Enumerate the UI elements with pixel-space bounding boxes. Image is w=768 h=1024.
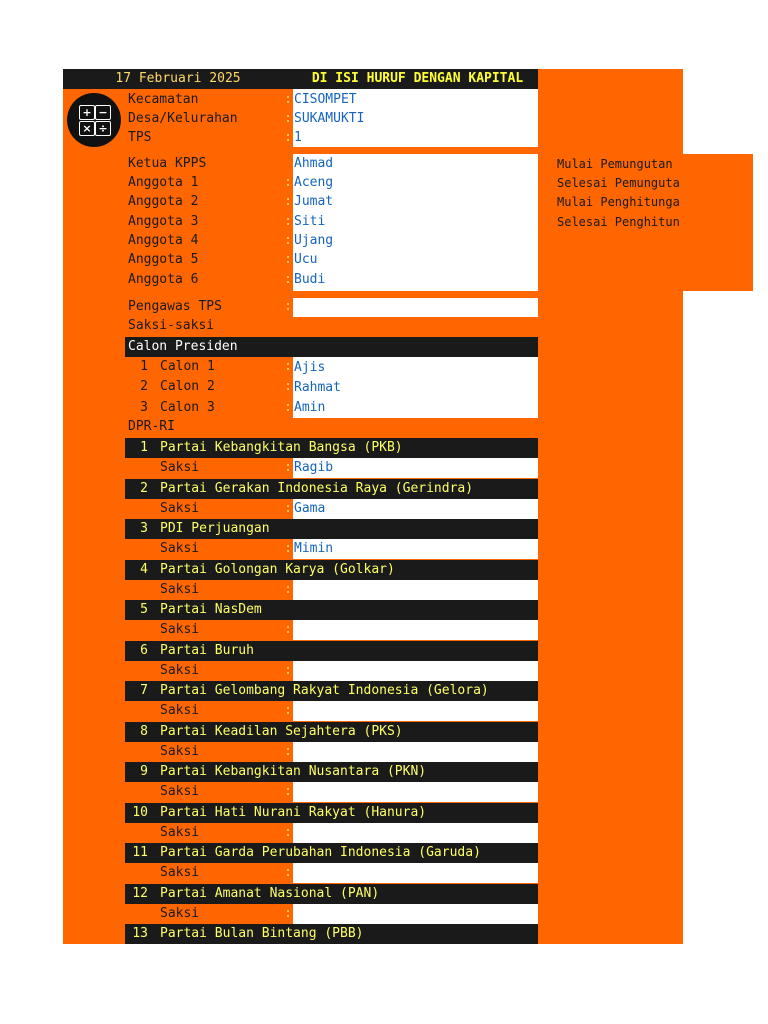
colon: : xyxy=(284,299,292,314)
colon: : xyxy=(284,784,292,799)
calon-field[interactable]: Amin xyxy=(293,398,538,417)
colon: : xyxy=(284,400,292,415)
party-number: 9 xyxy=(140,764,148,779)
colon: : xyxy=(284,541,292,556)
saksi-field[interactable] xyxy=(293,620,538,640)
colon: : xyxy=(284,501,292,516)
saksi-label: Saksi xyxy=(160,784,200,799)
party-number: 13 xyxy=(132,926,148,941)
saksi-label: Saksi xyxy=(160,663,200,678)
saksi-label: Saksi xyxy=(160,744,200,759)
calon-field[interactable]: Ajis xyxy=(293,358,538,377)
calon-number: 1 xyxy=(140,359,148,374)
kpps-field[interactable]: Aceng xyxy=(293,173,538,192)
minus-key-icon: − xyxy=(95,105,111,120)
party-name: Partai Buruh xyxy=(160,643,254,658)
calon-label: Calon 3 xyxy=(160,400,215,415)
colon: : xyxy=(284,359,292,374)
side-panel-label: Mulai Penghitunga xyxy=(557,195,680,209)
presiden-heading: Calon Presiden xyxy=(128,339,238,354)
colon: : xyxy=(284,272,292,287)
party-name: Partai Kebangkitan Bangsa (PKB) xyxy=(160,440,403,455)
colon: : xyxy=(284,825,292,840)
kpps-label: Anggota 3 xyxy=(128,214,199,229)
colon: : xyxy=(284,130,292,145)
kpps-label: Ketua KPPS xyxy=(128,156,207,171)
side-panel-label: Selesai Pemunguta xyxy=(557,176,680,190)
tps-field[interactable]: 1 xyxy=(293,128,538,147)
colon: : xyxy=(284,92,292,107)
colon: : xyxy=(284,865,292,880)
colon: : xyxy=(284,379,292,394)
colon: : xyxy=(284,744,292,759)
party-number: 5 xyxy=(140,602,148,617)
colon: : xyxy=(284,252,292,267)
party-number: 4 xyxy=(140,562,148,577)
colon: : xyxy=(284,622,292,637)
saksi-field[interactable] xyxy=(293,863,538,883)
kpps-field[interactable]: Ucu xyxy=(293,250,538,269)
pengawas-field[interactable] xyxy=(293,298,538,317)
colon: : xyxy=(284,214,292,229)
calon-field[interactable]: Rahmat xyxy=(293,378,538,397)
party-name: Partai Gerakan Indonesia Raya (Gerindra) xyxy=(160,481,474,496)
colon: : xyxy=(284,175,292,190)
kecamatan-field[interactable]: CISOMPET xyxy=(293,90,538,109)
kpps-label: Anggota 5 xyxy=(128,252,199,267)
plus-key-icon: + xyxy=(79,105,95,120)
pengawas-label: Pengawas TPS xyxy=(128,299,222,314)
saksi-field[interactable]: Ragib xyxy=(293,458,538,478)
saksi-label: Saksi xyxy=(160,460,200,475)
kpps-field[interactable]: Siti xyxy=(293,212,538,231)
saksi-field[interactable] xyxy=(293,580,538,600)
party-name: PDI Perjuangan xyxy=(160,521,270,536)
calon-label: Calon 1 xyxy=(160,359,215,374)
saksi-label: Saksi xyxy=(160,622,200,637)
party-name: Partai Golongan Karya (Golkar) xyxy=(160,562,395,577)
kpps-label: Anggota 4 xyxy=(128,233,199,248)
calon-number: 3 xyxy=(140,400,148,415)
desa-label: Desa/Kelurahan xyxy=(128,111,238,126)
party-number: 11 xyxy=(132,845,148,860)
party-name: Partai Amanat Nasional (PAN) xyxy=(160,886,380,901)
kpps-label: Anggota 2 xyxy=(128,194,199,209)
multiply-key-icon: × xyxy=(79,121,95,136)
saksi-field[interactable] xyxy=(293,823,538,843)
saksi-label: Saksi xyxy=(160,703,200,718)
colon: : xyxy=(284,703,292,718)
kpps-field[interactable]: Ahmad xyxy=(293,154,538,173)
colon: : xyxy=(284,582,292,597)
colon: : xyxy=(284,906,292,921)
saksi-field[interactable] xyxy=(293,742,538,762)
party-name: Partai Garda Perubahan Indonesia (Garuda) xyxy=(160,845,481,860)
kpps-field[interactable]: Budi xyxy=(293,270,538,289)
saksi-field[interactable] xyxy=(293,661,538,681)
tps-label: TPS xyxy=(128,130,152,145)
divide-key-icon: ÷ xyxy=(95,121,111,136)
side-panel-label: Selesai Penghitun xyxy=(557,215,680,229)
calon-number: 2 xyxy=(140,379,148,394)
saksi-heading: Saksi-saksi xyxy=(128,318,215,333)
saksi-label: Saksi xyxy=(160,865,200,880)
party-name: Partai Keadilan Sejahtera (PKS) xyxy=(160,724,403,739)
saksi-label: Saksi xyxy=(160,906,200,921)
party-name: Partai Bulan Bintang (PBB) xyxy=(160,926,364,941)
saksi-label: Saksi xyxy=(160,501,200,516)
colon: : xyxy=(284,460,292,475)
instruction-label: DI ISI HURUF DENGAN KAPITAL xyxy=(311,71,524,86)
party-name: Partai Kebangkitan Nusantara (PKN) xyxy=(160,764,427,779)
colon: : xyxy=(284,663,292,678)
party-name: Partai Hati Nurani Rakyat (Hanura) xyxy=(160,805,427,820)
saksi-field[interactable] xyxy=(293,701,538,721)
saksi-field[interactable]: Mimin xyxy=(293,539,538,559)
party-number: 10 xyxy=(132,805,148,820)
colon: : xyxy=(284,233,292,248)
colon: : xyxy=(284,194,292,209)
saksi-field[interactable] xyxy=(293,782,538,802)
kecamatan-label: Kecamatan xyxy=(128,92,199,107)
saksi-field[interactable]: Gama xyxy=(293,499,538,519)
calon-label: Calon 2 xyxy=(160,379,215,394)
party-number: 2 xyxy=(140,481,148,496)
saksi-label: Saksi xyxy=(160,582,200,597)
party-number: 3 xyxy=(140,521,148,536)
party-number: 6 xyxy=(140,643,148,658)
saksi-field[interactable] xyxy=(293,904,538,924)
calculator-icon[interactable] xyxy=(67,93,121,147)
kpps-label: Anggota 6 xyxy=(128,272,199,287)
party-number: 12 xyxy=(132,886,148,901)
saksi-label: Saksi xyxy=(160,541,200,556)
kpps-field[interactable]: Jumat xyxy=(293,192,538,211)
party-name: Partai NasDem xyxy=(160,602,262,617)
party-number: 7 xyxy=(140,683,148,698)
side-panel-label: Mulai Pemungutan xyxy=(557,157,673,171)
colon: : xyxy=(284,111,292,126)
desa-field[interactable]: SUKAMUKTI xyxy=(293,109,538,128)
date-label: 17 Februari 2025 xyxy=(115,71,241,86)
dpr-heading: DPR-RI xyxy=(128,419,175,434)
kpps-field[interactable]: Ujang xyxy=(293,231,538,250)
saksi-label: Saksi xyxy=(160,825,200,840)
party-number: 1 xyxy=(140,440,148,455)
party-name: Partai Gelombang Rakyat Indonesia (Gelora) xyxy=(160,683,489,698)
kpps-label: Anggota 1 xyxy=(128,175,199,190)
party-number: 8 xyxy=(140,724,148,739)
